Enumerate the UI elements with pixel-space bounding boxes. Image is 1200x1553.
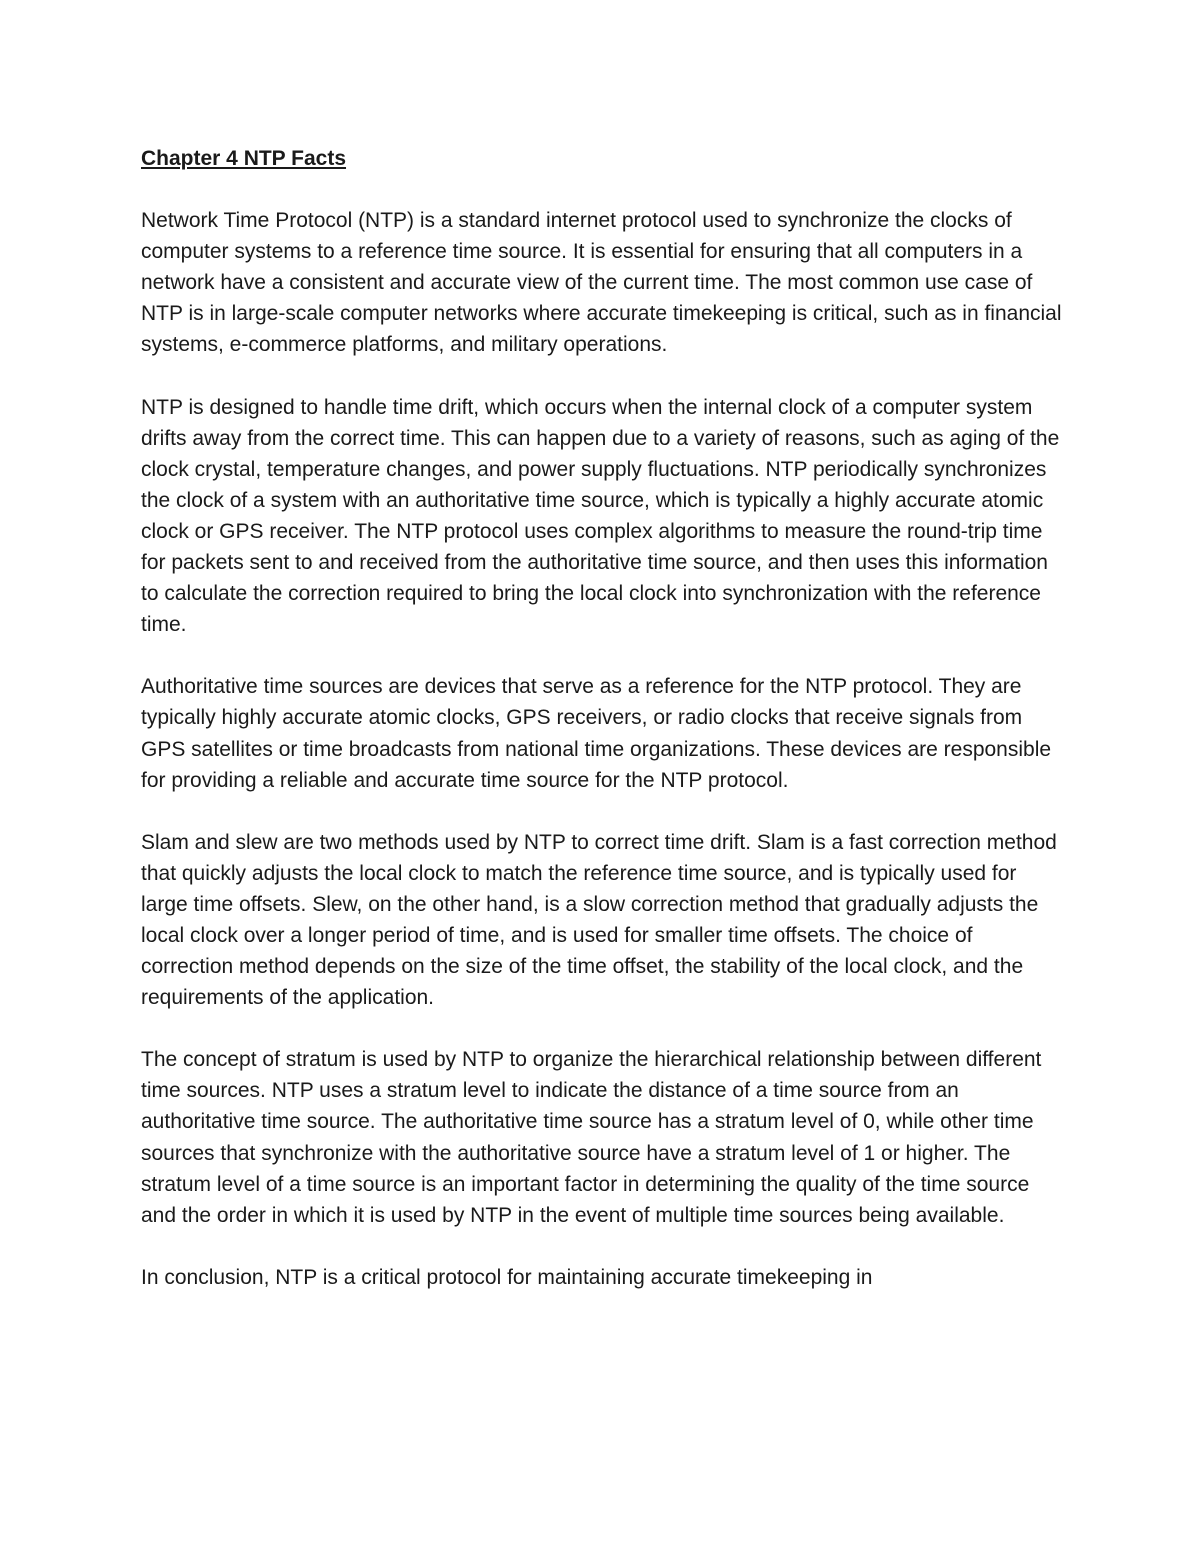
document-title: Chapter 4 NTP Facts (141, 147, 347, 170)
paragraph-slam-and-slew: Slam and slew are two methods used by NTP to correct time drift. Slam is a fast correction method that quickly adjusts the local clock to match the reference time source, and is typically used for large time offsets. Slew, on the other hand, is a slow correction method that gradually adjusts the local clock over a longer period of time, and is used for smaller time offsets. The choice of correction method depends on the size of the time offset, the stability of the local clock, and the requirements of the application. (141, 830, 1057, 1010)
paragraph-conclusion: In conclusion, NTP is a critical protocol for maintaining accurate timekeeping in (141, 1265, 873, 1289)
paragraph-time-drift: NTP is designed to handle time drift, which occurs when the internal clock of a computer system drifts away from the correct time. This can happen due to a variety of reasons, such as aging of the clock crystal, temperature changes, and power supply fluctuations. NTP periodically synchronizes the clock of a system with an authoritative time source, which is typically a highly accurate atomic clock or GPS receiver. The NTP protocol uses complex algorithms to measure the round-trip time for packets sent to and received from the authoritative time source, and then uses this information to calculate the correction required to bring the local clock into synchronization with the reference time. (141, 395, 1060, 637)
paragraph-authoritative-sources: Authoritative time sources are devices that serve as a reference for the NTP protocol. They are typically highly accurate atomic clocks, GPS receivers, or radio clocks that receive signals from GPS satellites or time broadcasts from national time organizations. These devices are responsible for providing a reliable and accurate time source for the NTP protocol. (141, 675, 1052, 792)
paragraph-ntp-overview: Network Time Protocol (NTP) is a standard internet protocol used to synchronize the clocks of computer systems to a reference time source. It is essential for ensuring that all computers in a network have a consistent and accurate view of the current time. The most common use case of NTP is in large-scale computer networks where accurate timekeeping is critical, such as in financial systems, e-commerce platforms, and military operations. (141, 209, 1062, 357)
paragraph-stratum: The concept of stratum is used by NTP to organize the hierarchical relationship between different time sources. NTP uses a stratum level to indicate the distance of a time source from an authoritative time source. The authoritative time source has a stratum level of 0, while other time sources that synchronize with the authoritative source have a stratum level of 1 or higher. The stratum level of a time source is an important factor in determining the quality of the time source and the order in which it is used by NTP in the event of multiple time sources being available. (141, 1048, 1042, 1227)
document-page (141, 143, 1066, 1293)
